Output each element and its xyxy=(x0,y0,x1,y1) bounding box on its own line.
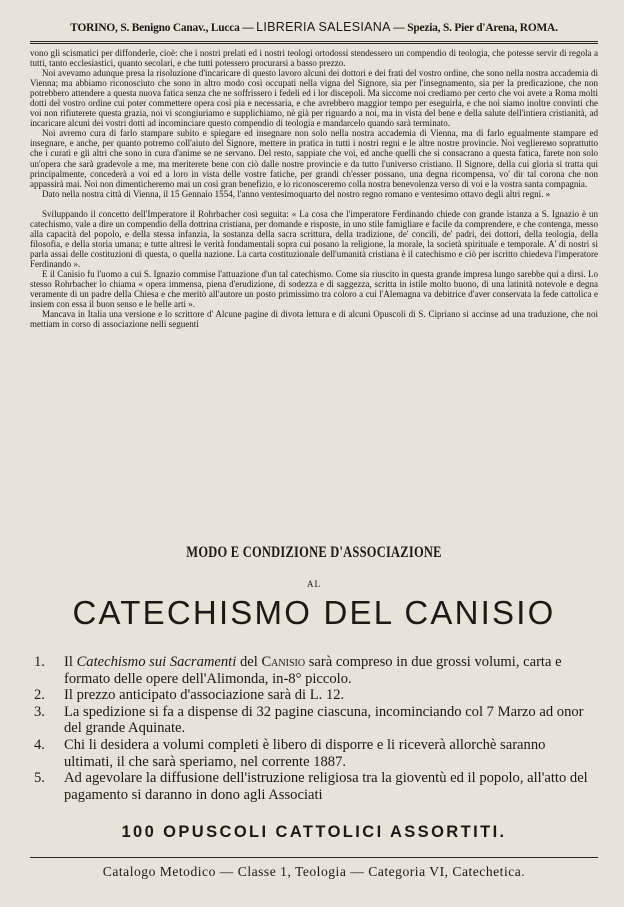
body-text xyxy=(30,48,598,329)
condition-text: La spedizione si fa a dispense di 32 pagine ciascuna, incominciando col 7 Marzo ad onor del grande Aquinate. xyxy=(64,703,584,737)
condition-number: 1. xyxy=(34,654,45,670)
condition-text: Ad agevolare la diffusione dell'istruzione religiosa tra la gioventù ed il popolo, all'atto del pagamento si daranno in dono agli Associati xyxy=(64,770,588,803)
section-subtitle: AL xyxy=(307,579,321,589)
condition-item xyxy=(34,737,598,770)
condition-number: 5. xyxy=(34,770,45,787)
condition-text: Il prezzo anticipato d'associazione sarà di L. 12. xyxy=(64,687,345,704)
footer-rule xyxy=(30,857,598,858)
condition-number: 2. xyxy=(34,687,45,704)
header-rule xyxy=(30,41,598,42)
section-title: MODO E CONDIZIONE D'ASSOCIAZIONE xyxy=(186,544,442,561)
condition-number: 3. xyxy=(34,703,45,720)
paragraph: Mancava in Italia una versione e lo scrittore d' Alcune pagine di divota lettura e di alcuni Opuscoli di S. Cipriano si accinse ad una traduzione, che noi mettiam in corso di associazione nelli seguenti xyxy=(30,309,598,330)
author-name: Canisio xyxy=(261,654,306,670)
condition-text-post: sarà compreso in due grossi volumi, carta e formato delle opere dell'Alimonda, in-8° piccolo. xyxy=(64,654,562,687)
paragraph: Noi avevamo adunque presa la risoluzione d'incaricare di questo lavoro alcuni dei dottori e dei frati del vostro ordine, che sono nella nostra accademia di Vienna; ma abbiamo riconosciuto che sono in altro modo così occupati nella vigna del Signore, sia per l'insegnamento, sia per la predicazione, che non potrebbero attendere a questa nuova fatica senza che ne soffrissero i fedeli ed i lor discepoli. Ma siccome noi crediamo per certo che voi avete a Roma molti dotti del vostro ordine cui poter commettere opera così pia e necessaria, e che avrebbero maggior tempo per eseguirla, e che noi siamo inoltre convinti che voi non rifiuterete questa grazia, noi vi scongiuriamo e supplichiamo, nè già per riguardo a noi, ma in vista del bene e della salute dell'intiera cristianità, ad incaricare alcuni dei vostri dotti ad incominciare questo compendio di teologia e mandarcelo quando sarà terminato. xyxy=(30,68,598,129)
paragraph: vono gli scismatici per diffonderle, cioè: che i nostri prelati ed i nostri teologi ortodossi stendessero un compendio di teologia, che potesse servir di regola a tutti, tanto ecclesiastici, quanto secolari, e che tutti potessero procurarsi a basso prezzo. xyxy=(30,48,598,69)
condition-item xyxy=(34,654,598,687)
book-title: Catechismo sui Sacramenti xyxy=(76,654,237,670)
condition-text-pre: Il xyxy=(64,654,77,670)
catalog-footer: Catalogo Metodico — Classe 1, Teologia — Categoria VI, Catechetica. xyxy=(102,864,526,879)
condition-text: Chi li desidera a volumi completi è libero di disporre e li riceverà allorchè saranno ultimati, il che sarà speriamo, nel corrente 1887. xyxy=(64,736,546,770)
page-header xyxy=(30,20,598,34)
condition-text xyxy=(64,654,598,687)
condition-text-mid: del xyxy=(236,654,262,670)
condition-item xyxy=(34,770,598,803)
header-rule-thin xyxy=(30,43,598,44)
main-title: CATECHISMO DEL CANISIO xyxy=(72,594,556,631)
header-left: TORINO, S. Benigno Canav., Lucca — xyxy=(70,22,254,34)
gift-announcement: 100 OPUSCOLI CATTOLICI ASSORTITI. xyxy=(121,823,507,841)
header-shop-name: LIBRERIA SALESIANA xyxy=(256,20,391,34)
paragraph: Noi avremo cura di farlo stampare subito e spiegare ed insegnare non solo nella nostra accademia di Vienna, ma di farlo egualmente stampare ed insegnare, e anche, per quanto potremo coll'aiuto del Signore, mettere in pratica in tutti i nostri regni e le altre nostre provincie. Noi vegliereмо soprattutto che i curati e gli altri che sono in cura d'anime se ne servano. Del resto, sappiate che voi, ed anche quelli che si consacrano a questa fatica, farete non solo un'opera che sarà gradevole a me, ma meriterete bene con ciò dalle nostre provincie e da tutto l'universo cristiano. Il Signore, della cui gloria si tratta qui principalmente, concederà a voi ed a loro in vista delle vostre fatiche, per grandi ch'esser possano, una degna ricompensa, vo' dir tal corona che non appassirà mai. Noi non dimenticheremo mai un così gran benefizio, e lo riconosceremo colla nostra benevolenza verso di voi e la vostra santa compagnia. xyxy=(30,128,598,189)
paragraph: E il Canisio fu l'uomo a cui S. Ignazio commise l'attuazione d'un tal catechismo. Come sia riuscito in questa grande impresa lungo sarebbe qui a dirsi. Lo stesso Rohrbacher lo chiama « opera immensa, piena d'erudizione, di sodezza e di saggezza, scritta in istile molto buono, di una latinità notevole e degna veramente di un padre della Chiesa e che meritò all'autore un posto primissimo tra coloro a cui l'Alemagna va debitrice d'aver conservata la fede cattolica e insiem con essa il buon senso e le belle arti ». xyxy=(30,268,598,310)
header-right: — Spezia, S. Pier d'Arena, ROMA. xyxy=(393,22,558,34)
condition-item xyxy=(34,704,598,737)
paragraph: Sviluppando il concetto dell'Imperatore il Rohrbacher così seguita: « La cosa che l'imperatore Ferdinando chiede con grande istanza a S. Ignazio è un catechismo, vale a dire un compendio della dottrina cristiana, per domande e risposte, in uno stile famigliare e facile da comprendere, e che contenga, messo alla capacità del popolo, e della stessa infanzia, la sostanza della sacra scrittura, della tradizione, de' concili, de' padri, dei dottori, della teologia, della filosofia, e della storia umana; e tutte altresì le verità fondamentali sopra cui posano la religione, la morale, la società spirituale e temporale. A' di nostri si parla assai delle costituzioni di questa, o quella nazione. La carta costituzionale dell'umanità cristiana è il catechismo e ciò per iscritto chiedeva l'imperatore Ferdinando ». xyxy=(30,208,598,269)
condition-number: 4. xyxy=(34,736,45,753)
conditions-list xyxy=(34,654,598,803)
condition-item xyxy=(34,687,598,704)
paragraph: Dato nella nostra città di Vienna, il 15 Gennaio 1554, l'anno ventesimoquarto del nostro regno romano e ventesimo ottavo degli altri regni. » xyxy=(42,188,551,199)
